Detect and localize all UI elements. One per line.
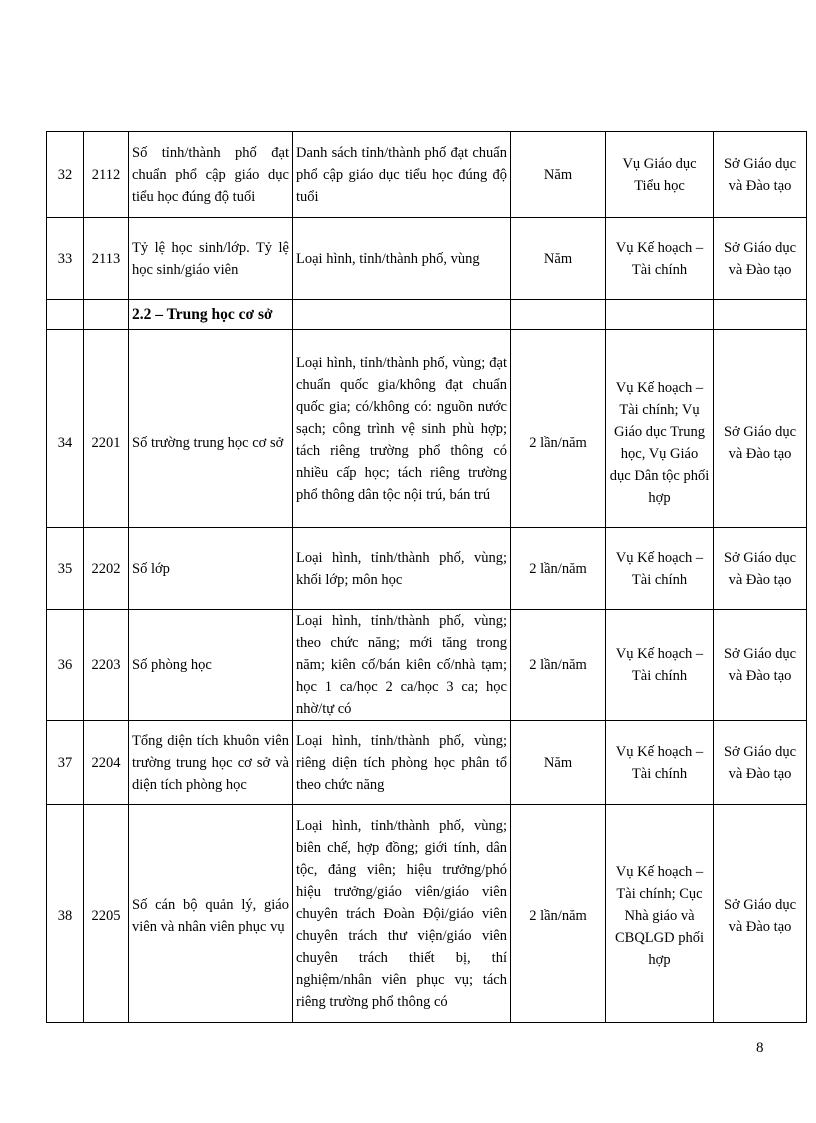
responsible-agency: Vụ Kế hoạch – Tài chính <box>606 528 714 610</box>
reporting-period: 2 lần/năm <box>511 528 606 610</box>
section-row <box>47 300 807 330</box>
row-number: 36 <box>47 610 84 721</box>
indicator-code: 2204 <box>84 721 129 805</box>
reporting-period: Năm <box>511 721 606 805</box>
row-number: 34 <box>47 330 84 528</box>
indicator-code: 2202 <box>84 528 129 610</box>
indicator-code: 2203 <box>84 610 129 721</box>
responsible-agency: Vụ Giáo dục Tiểu học <box>606 132 714 218</box>
row-number: 33 <box>47 218 84 300</box>
indicator-name: Tỷ lệ học sinh/lớp. Tỷ lệ học sinh/giáo viên <box>129 218 293 300</box>
data-provider: Sở Giáo dục và Đào tạo <box>714 330 807 528</box>
table-row <box>47 805 807 1023</box>
section-title: 2.2 – Trung học cơ sở <box>129 300 293 330</box>
responsible-agency: Vụ Kế hoạch – Tài chính; Vụ Giáo dục Trung học, Vụ Giáo dục Dân tộc phối hợp <box>606 330 714 528</box>
responsible-agency: Vụ Kế hoạch – Tài chính <box>606 218 714 300</box>
indicator-name: Số cán bộ quản lý, giáo viên và nhân viên phục vụ <box>129 805 293 1023</box>
responsible-agency: Vụ Kế hoạch – Tài chính <box>606 610 714 721</box>
breakdown-criteria: Loại hình, tỉnh/thành phố, vùng; riêng diện tích phòng học phân tổ theo chức năng <box>293 721 511 805</box>
table-row <box>47 218 807 300</box>
page-number: 8 <box>756 1040 764 1056</box>
data-provider: Sở Giáo dục và Đào tạo <box>714 805 807 1023</box>
reporting-period: Năm <box>511 132 606 218</box>
breakdown-criteria: Loại hình, tỉnh/thành phố, vùng; đạt chuẩn quốc gia/không đạt chuẩn quốc gia; có/không có: nguồn nước sạch; công trình vệ sinh phù hợp; tách riêng trường phổ thông có nhiều cấp học; tách riêng trường phổ thông dân tộc nội trú, bán trú <box>293 330 511 528</box>
statistics-indicator-table <box>46 131 807 1023</box>
responsible-agency: Vụ Kế hoạch – Tài chính <box>606 721 714 805</box>
indicator-name: Số lớp <box>129 528 293 610</box>
table-row <box>47 528 807 610</box>
indicator-code: 2205 <box>84 805 129 1023</box>
row-number: 38 <box>47 805 84 1023</box>
breakdown-criteria: Danh sách tỉnh/thành phố đạt chuẩn phổ cập giáo dục tiểu học đúng độ tuổi <box>293 132 511 218</box>
data-provider: Sở Giáo dục và Đào tạo <box>714 528 807 610</box>
breakdown-criteria: Loại hình, tỉnh/thành phố, vùng; khối lớp; môn học <box>293 528 511 610</box>
reporting-period: 2 lần/năm <box>511 330 606 528</box>
indicator-code: 2113 <box>84 218 129 300</box>
breakdown-criteria: Loại hình, tỉnh/thành phố, vùng <box>293 218 511 300</box>
indicator-name: Số tỉnh/thành phố đạt chuẩn phổ cập giáo dục tiểu học đúng độ tuổi <box>129 132 293 218</box>
table-row <box>47 721 807 805</box>
indicator-code: 2112 <box>84 132 129 218</box>
breakdown-criteria: Loại hình, tỉnh/thành phố, vùng; biên chế, hợp đồng; giới tính, dân tộc, đảng viên; hiệu trưởng/phó hiệu trưởng/giáo viên/giáo viên chuyên trách Đoàn Đội/giáo viên chuyên trách thư viện/giáo viên chuyên trách thiết bị, thí nghiệm/nhân viên phục vụ; tách riêng trường phổ thông có <box>293 805 511 1023</box>
data-provider: Sở Giáo dục và Đào tạo <box>714 610 807 721</box>
indicator-name: Số trường trung học cơ sở <box>129 330 293 528</box>
breakdown-criteria: Loại hình, tỉnh/thành phố, vùng; theo chức năng; mới tăng trong năm; kiên cố/bán kiên cố/nhà tạm; học 1 ca/học 2 ca/học 3 ca; học nhờ/tự có <box>293 610 511 721</box>
indicator-name: Số phòng học <box>129 610 293 721</box>
indicator-code: 2201 <box>84 330 129 528</box>
reporting-period: 2 lần/năm <box>511 610 606 721</box>
reporting-period: 2 lần/năm <box>511 805 606 1023</box>
row-number: 37 <box>47 721 84 805</box>
table-row <box>47 132 807 218</box>
table-row <box>47 610 807 721</box>
data-provider: Sở Giáo dục và Đào tạo <box>714 721 807 805</box>
indicator-name: Tổng diện tích khuôn viên trường trung học cơ sở và diện tích phòng học <box>129 721 293 805</box>
data-provider: Sở Giáo dục và Đào tạo <box>714 132 807 218</box>
row-number: 35 <box>47 528 84 610</box>
reporting-period: Năm <box>511 218 606 300</box>
responsible-agency: Vụ Kế hoạch – Tài chính; Cục Nhà giáo và CBQLGD phối hợp <box>606 805 714 1023</box>
row-number: 32 <box>47 132 84 218</box>
data-provider: Sở Giáo dục và Đào tạo <box>714 218 807 300</box>
table-row <box>47 330 807 528</box>
